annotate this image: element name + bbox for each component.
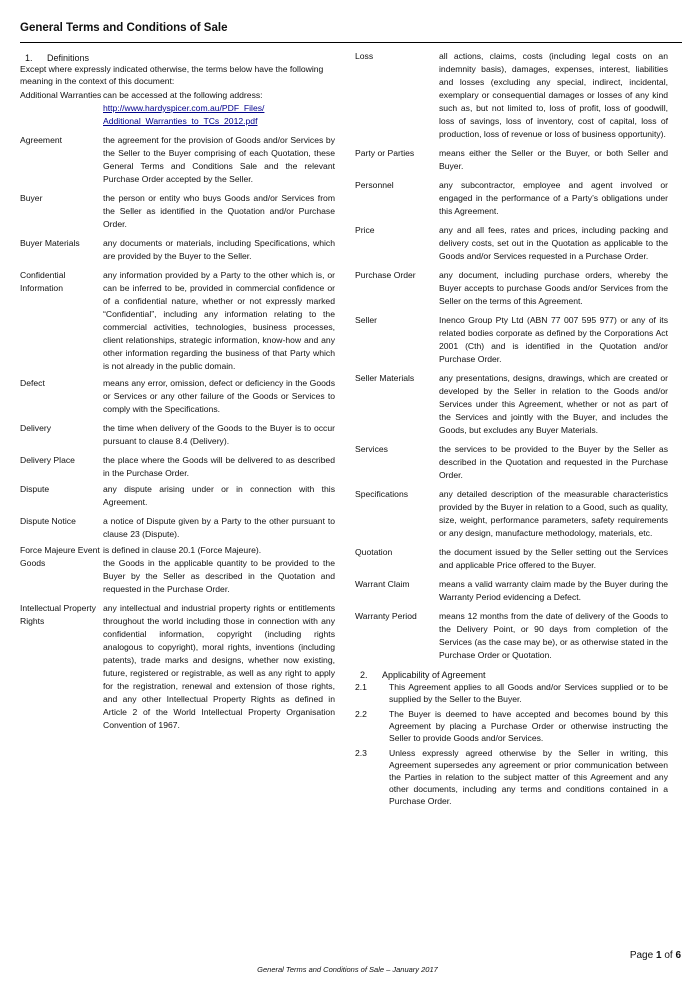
definition-text — [103, 269, 335, 373]
definition-term: Buyer — [20, 193, 43, 203]
definition-text — [439, 147, 668, 173]
definition-body: any subcontractor, employee and agent involved or engaged in the performance of a Party’s obligations under this Agreement. — [439, 180, 668, 216]
definition-row — [355, 372, 668, 437]
definition-body: any information provided by a Party to the other which is, or can be inferred to be, provided in commercial confidence or of a confidential nature, whether or not expressly marked “Confidential”, including any information relating to the commercial activities, technologies, business processes, client relationships, strategic information, know-how and any other information regarding the business of that Party which is not already in the public domain. — [103, 270, 335, 371]
definition-term: Delivery — [20, 423, 52, 433]
definition-term: Additional Warranties — [20, 90, 102, 100]
definition-term: Warranty Period — [355, 611, 417, 621]
definition-row — [20, 237, 335, 263]
definition-body: any intellectual and industrial property rights or entitlements throughout the world including those in connection with any confidential information, copyright (including rights analogous to copyright), moral rights, inventions (including patents), trade marks and designs, whether now existing, future, registered or registrable, as well as any right to apply for the registration, renewal and extension of those rights, and any other Intellectual Property Rights as defined in Article 2 of the World Intellectual Property Organisation Convention of 1967. — [103, 603, 335, 730]
definition-term: Intellectual Property Rights — [20, 603, 96, 626]
definition-row — [355, 578, 668, 604]
definition-row — [355, 610, 668, 662]
definition-row — [20, 89, 335, 128]
definition-row — [355, 224, 668, 263]
definitions-list-right — [355, 50, 668, 662]
definition-row — [20, 134, 335, 186]
definition-text — [439, 443, 668, 482]
page-footer: General Terms and Conditions of Sale – January 2017 — [257, 965, 438, 974]
definition-term: Warrant Claim — [355, 579, 410, 589]
definition-body: any presentations, designs, drawings, which are created or developed by the Seller in relation to the Goods and/or Services under this Agreement, whether or not as part of the Services and jointly with the Buyer, and includes the Goods, but excludes any Buyer Materials. — [439, 373, 668, 435]
definition-term: Defect — [20, 378, 45, 388]
definition-text — [439, 179, 668, 218]
definition-text — [439, 372, 668, 437]
page-number — [630, 950, 681, 961]
section-title: Definitions — [47, 53, 90, 63]
definition-row — [20, 192, 335, 231]
definition-text — [439, 224, 668, 263]
definition-row — [20, 515, 335, 541]
definition-body: the agreement for the provision of Goods and/or Services by the Seller to the Buyer comprising of each Quotation, these General Terms and Conditions Sale and the relevant Purchase Order accepted by the Seller. — [103, 135, 335, 184]
definition-term: Purchase Order — [355, 270, 416, 280]
definition-text — [103, 483, 335, 509]
definition-row — [355, 443, 668, 482]
definition-body: any document, including purchase orders, whereby the Buyer accepts to purchase Goods and/or Services from the Seller on the terms of this Agreement. — [439, 270, 668, 306]
definition-row — [355, 314, 668, 366]
definition-body: the document issued by the Seller setting out the Services and applicable Price offered to the Buyer. — [439, 547, 668, 570]
definition-text — [103, 544, 335, 557]
right-column — [355, 50, 668, 810]
clause-number: 2.1 — [355, 682, 367, 692]
definition-text — [439, 50, 668, 141]
definition-row — [355, 269, 668, 308]
page-total: 6 — [675, 950, 681, 961]
clause-row — [355, 747, 668, 807]
definition-term: Personnel — [355, 180, 394, 190]
definition-row — [20, 422, 335, 448]
page-title: General Terms and Conditions of Sale — [20, 22, 228, 34]
definition-term: Confidential Information — [20, 270, 66, 293]
definition-term: Force Majeure Event — [20, 545, 100, 555]
title-rule — [20, 42, 682, 43]
definition-text — [439, 610, 668, 662]
clause-row — [355, 681, 668, 705]
definition-body: any detailed description of the measurable characteristics provided by the Buyer in relation to a Good, such as quality, size, weight, performance parameters, safety requirements or any design, manufacture methodology, materials, etc. — [439, 489, 668, 538]
definition-text — [103, 422, 335, 448]
definition-body: all actions, claims, costs (including legal costs on an indemnity basis), damages, expenses, interest, liabilities and losses (excluding any special, indirect, incidental, exemplary or consequential damages or losses of any kind such as, but not limited to, loss of profit, loss of goodwill, loss of savings, loss of inventory, cost of capital, loss of production, loss of revenue or loss of business opportunity). — [439, 51, 668, 139]
definition-text — [439, 578, 668, 604]
definition-text — [103, 602, 335, 732]
definition-term: Delivery Place — [20, 455, 75, 465]
definition-text — [439, 546, 668, 572]
definition-term: Services — [355, 444, 388, 454]
definition-row — [355, 488, 668, 540]
definition-text — [103, 134, 335, 186]
definition-body: can be accessed at the following address: — [103, 90, 263, 100]
definition-text — [439, 269, 668, 308]
definitions-intro: Except where expressly indicated otherwise, the terms below have the following meaning in the context of this document: — [20, 64, 324, 86]
definition-row — [355, 147, 668, 173]
definition-row — [355, 50, 668, 141]
clause-list — [355, 681, 668, 807]
definition-row — [20, 557, 335, 596]
definition-row — [20, 483, 335, 509]
clause-text: Unless expressly agreed otherwise by the Seller in writing, this Agreement supersedes any agreement or prior communication between the Parties in relation to the subject matter of this Agreement and any other documents, including any terms and conditions contained in a Purchase Order. — [389, 748, 668, 806]
definition-term: Seller Materials — [355, 373, 415, 383]
definition-term: Price — [355, 225, 375, 235]
definition-body: is defined in clause 20.1 (Force Majeure). — [103, 545, 262, 555]
section-heading — [355, 670, 668, 681]
definition-term: Loss — [355, 51, 374, 61]
definition-body: the services to be provided to the Buyer by the Seller as described in the Quotation and requested in the Purchase Order. — [439, 444, 668, 480]
section-heading — [20, 53, 335, 64]
definition-body: means 12 months from the date of delivery of the Goods to the Delivery Point, or 90 days from completion of the Services (as the case may be), or as otherwise stated in the Purchase Order or Quotation. — [439, 611, 668, 660]
definition-term: Buyer Materials — [20, 238, 80, 248]
definitions-list-left — [20, 89, 335, 732]
definition-body: the place where the Goods will be delivered to as described in the Purchase Order. — [103, 455, 335, 478]
definition-term: Specifications — [355, 489, 409, 499]
clause-text: The Buyer is deemed to have accepted and becomes bound by this Agreement by placing a Purchase Order or otherwise instructing the Seller to provide Goods and/or Services. — [389, 709, 668, 743]
clause-text: This Agreement applies to all Goods and/or Services supplied or to be supplied by the Seller to the Buyer. — [389, 682, 668, 704]
definition-text — [103, 557, 335, 596]
definition-term: Party or Parties — [355, 148, 415, 158]
definition-body: means any error, omission, defect or deficiency in the Goods or Services or any other failure of the Goods or Services to comply with the Specifications. — [103, 378, 335, 414]
definition-body: any dispute arising under or in connection with this Agreement. — [103, 484, 335, 507]
definition-text — [103, 377, 335, 416]
definition-text — [103, 515, 335, 541]
definition-row — [20, 602, 335, 732]
definition-term: Agreement — [20, 135, 63, 145]
definition-term: Dispute — [20, 484, 50, 494]
definition-body: the person or entity who buys Goods and/or Services from the Seller as identified in the Quotation and/or Purchase Order. — [103, 193, 335, 229]
definition-row — [20, 377, 335, 416]
definition-body: the Goods in the applicable quantity to be provided to the Buyer by the Seller as described in the Quotation and requested in the Purchase Order. — [103, 558, 335, 594]
definition-text — [103, 192, 335, 231]
definition-row — [20, 269, 335, 373]
definition-body: any documents or materials, including Specifications, which are provided by the Buyer to the Seller. — [103, 238, 335, 261]
definition-row — [20, 454, 335, 480]
section-number: 2. — [360, 670, 368, 680]
definition-body: means a valid warranty claim made by the Buyer during the Warranty Period evidencing a Defect. — [439, 579, 668, 602]
definition-term: Quotation — [355, 547, 393, 557]
clause-number: 2.3 — [355, 748, 367, 758]
clause-number: 2.2 — [355, 709, 367, 719]
page-of: of — [664, 950, 673, 961]
section-2 — [355, 670, 668, 807]
page-current: 1 — [655, 950, 662, 961]
left-column — [20, 50, 335, 732]
definition-text — [103, 454, 335, 480]
section-number: 1. — [25, 53, 33, 63]
definition-body: a notice of Dispute given by a Party to the other pursuant to clause 23 (Dispute). — [103, 516, 335, 539]
definition-row — [20, 544, 335, 557]
page-label: Page — [629, 950, 654, 961]
definition-text — [439, 488, 668, 540]
definition-row — [355, 179, 668, 218]
definition-row — [355, 546, 668, 572]
definition-body: means either the Seller or the Buyer, or both Seller and Buyer. — [439, 148, 668, 171]
definition-text — [103, 89, 335, 128]
definition-link[interactable]: http://www.hardyspicer.com.au/PDF_Files/ Additional_Warranties_to_TCs_2012.pdf — [103, 103, 265, 126]
definition-text — [103, 237, 335, 263]
definition-body: Inenco Group Pty Ltd (ABN 77 007 595 977) or any of its related bodies corporate as defined by the Corporations Act 2001 (Cth) and is identified in the Quotation and/or Purchase Order. — [439, 315, 668, 364]
definition-body: any and all fees, rates and prices, including packing and delivery costs, set out in the Quotation as applicable to the Goods and/or Services requested in a Purchase Order. — [439, 225, 668, 261]
definition-term: Dispute Notice — [20, 516, 76, 526]
clause-row — [355, 708, 668, 744]
definition-body: the time when delivery of the Goods to the Buyer is to occur pursuant to clause 8.4 (Delivery). — [103, 423, 335, 446]
definition-term: Goods — [20, 558, 46, 568]
section-title: Applicability of Agreement — [382, 670, 486, 680]
definition-term: Seller — [355, 315, 377, 325]
definition-text — [439, 314, 668, 366]
